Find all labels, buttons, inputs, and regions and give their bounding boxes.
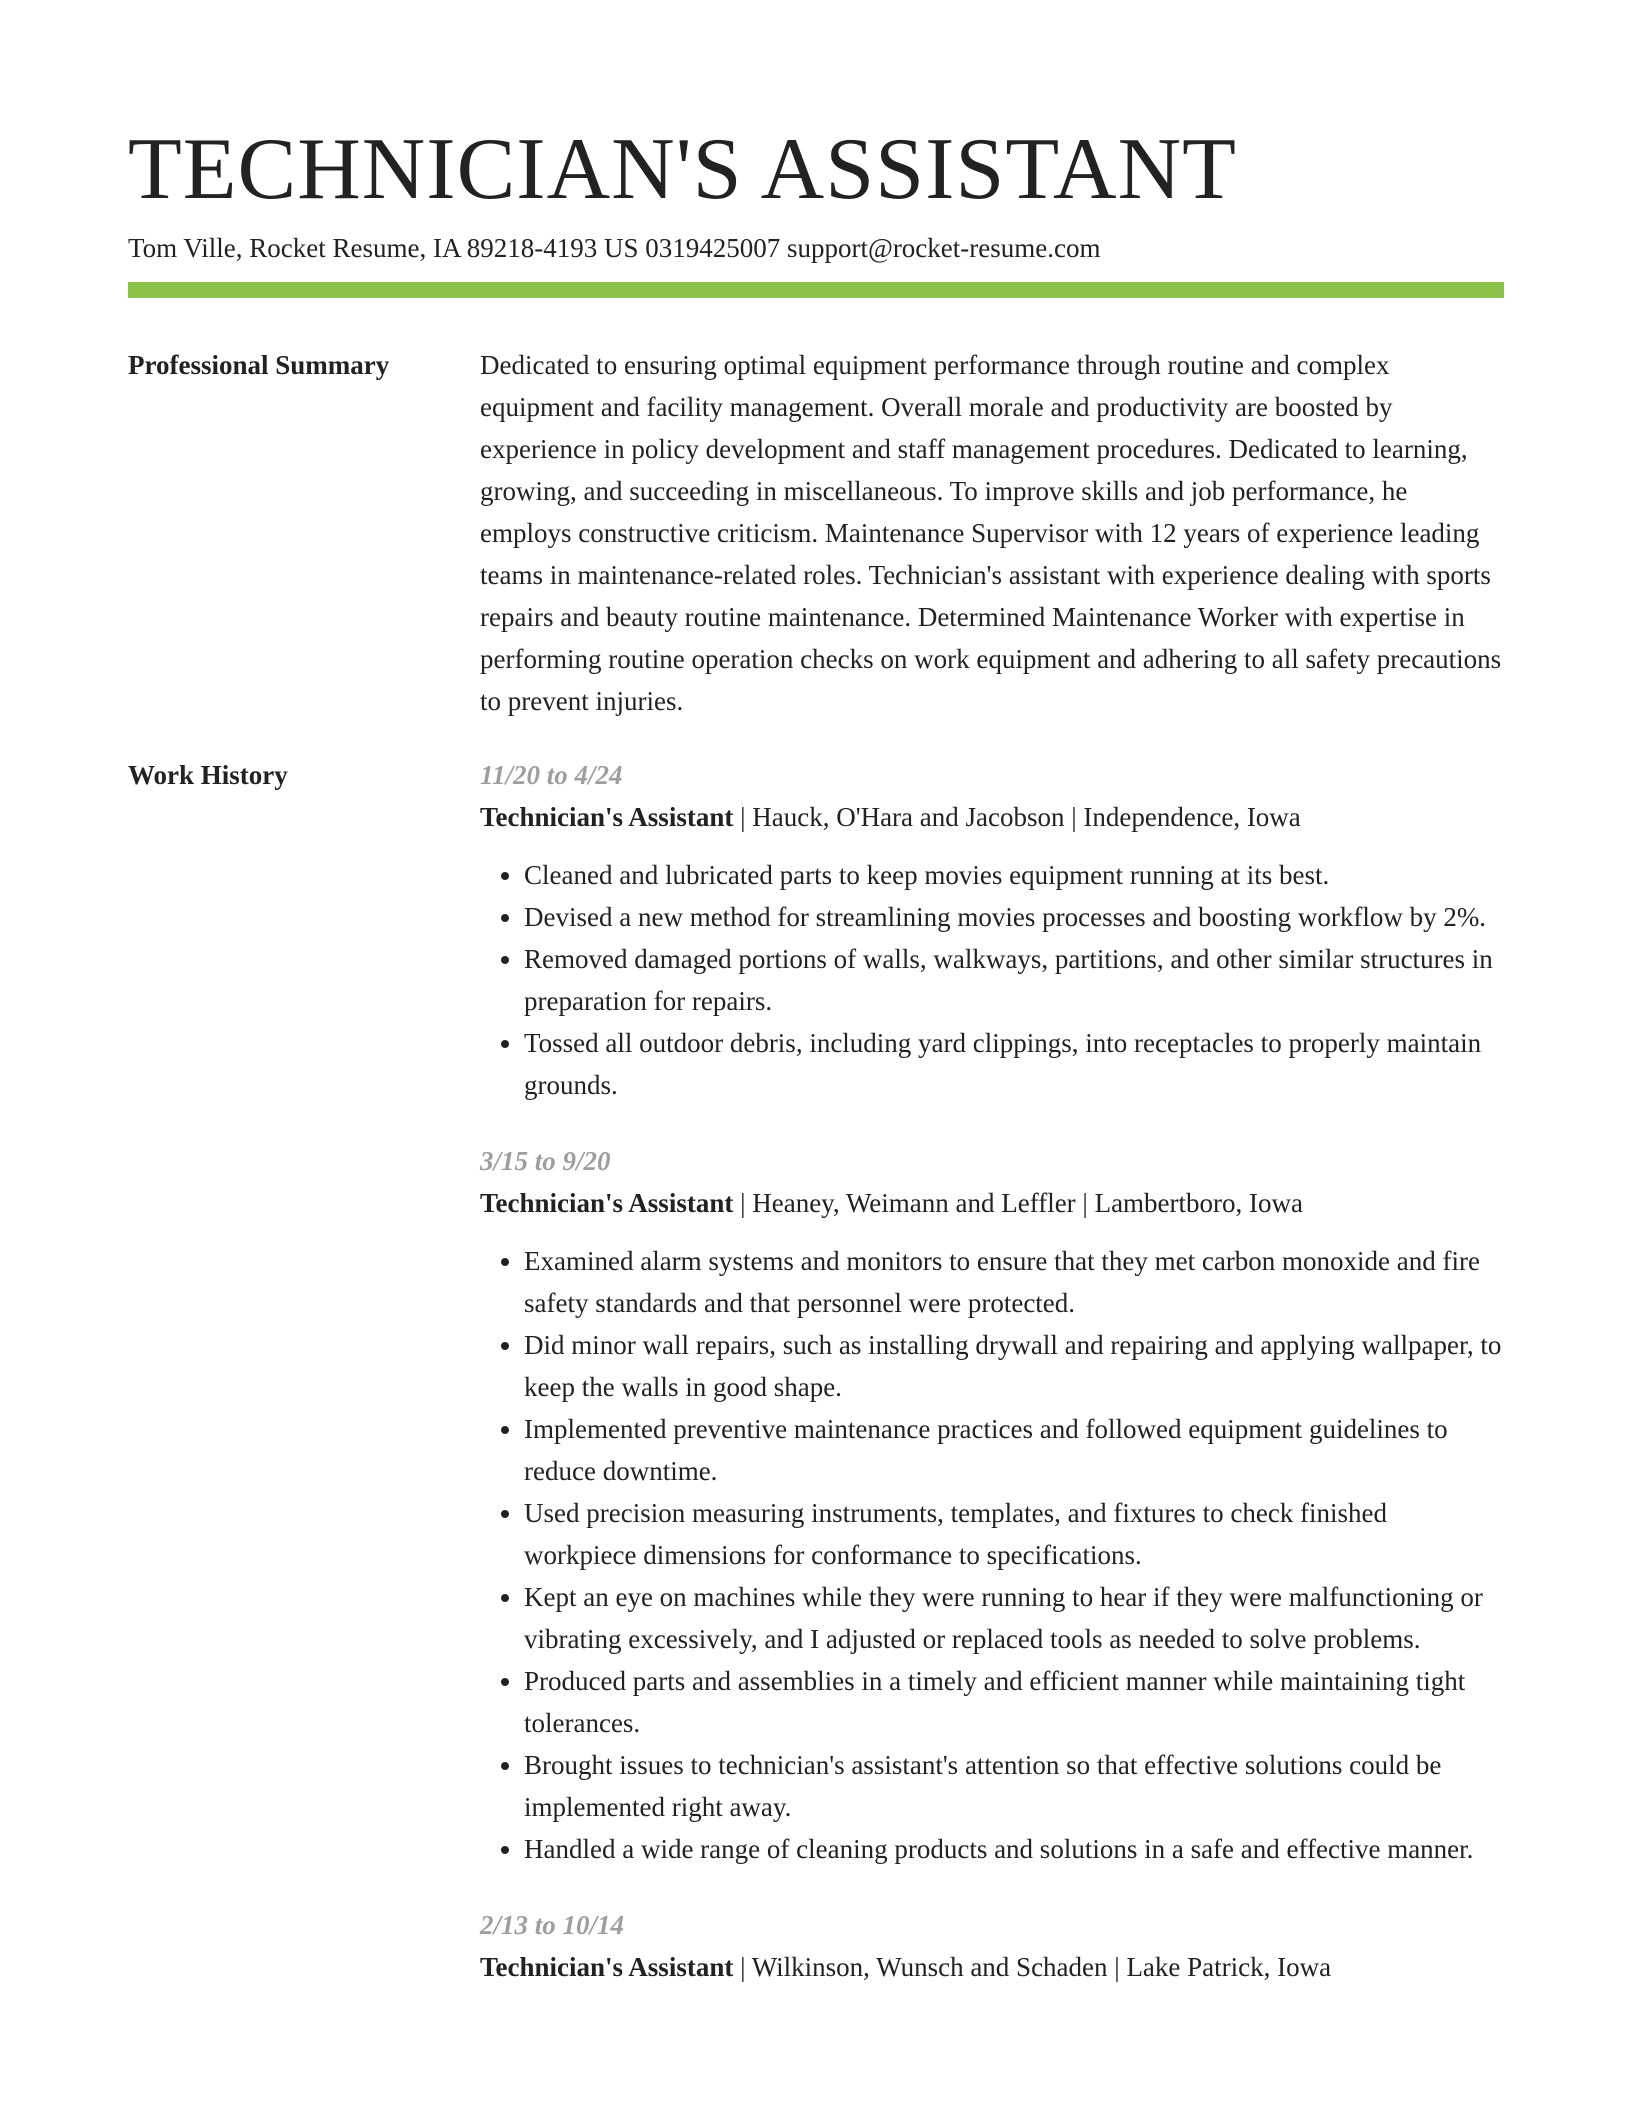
job-entry [480, 1904, 1504, 1988]
professional-summary-section [128, 344, 1504, 722]
job-separator: | [733, 802, 753, 832]
job-title: Technician's Assistant [480, 802, 734, 832]
job-bullet: • Tossed all outdoor debris, including yard clippings, into receptacles to properly maintain grounds. [524, 1022, 1504, 1106]
accent-divider [128, 282, 1504, 298]
section-heading-work-history: Work History [128, 760, 288, 790]
job-bullet: • Produced parts and assemblies in a timely and efficient manner while maintaining tight tolerances. [524, 1660, 1504, 1744]
job-separator: | [733, 1188, 753, 1218]
job-entry [480, 1140, 1504, 1870]
job-title: Technician's Assistant [480, 1188, 734, 1218]
job-bullet-list [480, 854, 1504, 1106]
section-heading-professional-summary: Professional Summary [128, 350, 390, 380]
job-bullet: • Cleaned and lubricated parts to keep movies equipment running at its best. [524, 854, 1504, 896]
job-separator: | [1107, 1952, 1127, 1982]
job-bullet: • Brought issues to technician's assistant's attention so that effective solutions could be implemented right away. [524, 1744, 1504, 1828]
summary-text: Dedicated to ensuring optimal equipment performance through routine and complex equipment and facility management. Overall morale and productivity are boosted by experience in policy development and staff management procedures. Dedicated to learning, growing, and succeeding in miscellaneous. To improve skills and job performance, he employs constructive criticism. Maintenance Supervisor with 12 years of experience leading teams in maintenance-related roles. Technician's assistant with experience dealing with sports repairs and beauty routine maintenance. Determined Maintenance Worker with expertise in performing routine operation checks on work equipment and adhering to all safety precautions to prevent injuries. [480, 350, 1502, 716]
job-bullet: • Removed damaged portions of walls, walkways, partitions, and other similar structures in preparation for repairs. [524, 938, 1504, 1022]
job-separator: | [733, 1952, 752, 1982]
job-title: Technician's Assistant [480, 1952, 734, 1982]
job-bullet: • Did minor wall repairs, such as installing drywall and repairing and applying wallpaper, to keep the walls in good shape. [524, 1324, 1504, 1408]
job-location: Lake Patrick, Iowa [1126, 1952, 1332, 1982]
job-separator: | [1064, 802, 1084, 832]
job-separator: | [1075, 1188, 1095, 1218]
job-company: Wilkinson, Wunsch and Schaden [751, 1952, 1108, 1982]
job-dates: 11/20 to 4/24 [480, 760, 623, 790]
job-company: Heaney, Weimann and Leffler [752, 1188, 1076, 1218]
job-dates: 3/15 to 9/20 [480, 1146, 611, 1176]
job-bullet: • Examined alarm systems and monitors to ensure that they met carbon monoxide and fire safety standards and that personnel were protected. [524, 1240, 1504, 1324]
professional-summary-body [480, 344, 1504, 722]
resume-title: TECHNICIAN'S ASSISTANT [128, 121, 1237, 218]
job-bullet: • Used precision measuring instruments, templates, and fixtures to check finished workpiece dimensions for conformance to specifications. [524, 1492, 1504, 1576]
job-line [480, 1182, 1504, 1224]
job-bullet: • Implemented preventive maintenance practices and followed equipment guidelines to reduce downtime. [524, 1408, 1504, 1492]
job-company: Hauck, O'Hara and Jacobson [752, 802, 1065, 832]
job-line [480, 796, 1504, 838]
job-dates: 2/13 to 10/14 [480, 1910, 625, 1940]
resume-page [128, 0, 1504, 2022]
job-location: Lambertboro, Iowa [1094, 1188, 1303, 1218]
work-history-body [480, 754, 1504, 2022]
job-bullet: • Devised a new method for streamlining movies processes and boosting workflow by 2%. [524, 896, 1504, 938]
job-bullet-list [480, 1240, 1504, 1870]
job-line [480, 1946, 1504, 1988]
job-bullet: • Handled a wide range of cleaning products and solutions in a safe and effective manner. [524, 1828, 1504, 1870]
work-history-section [128, 754, 1504, 2022]
contact-line: Tom Ville, Rocket Resume, IA 89218-4193 US 0319425007 support@rocket-resume.com [128, 233, 1101, 263]
job-entry [480, 754, 1504, 1106]
job-location: Independence, Iowa [1083, 802, 1301, 832]
job-bullet: • Kept an eye on machines while they were running to hear if they were malfunctioning or vibrating excessively, and I adjusted or replaced tools as needed to solve problems. [524, 1576, 1504, 1660]
